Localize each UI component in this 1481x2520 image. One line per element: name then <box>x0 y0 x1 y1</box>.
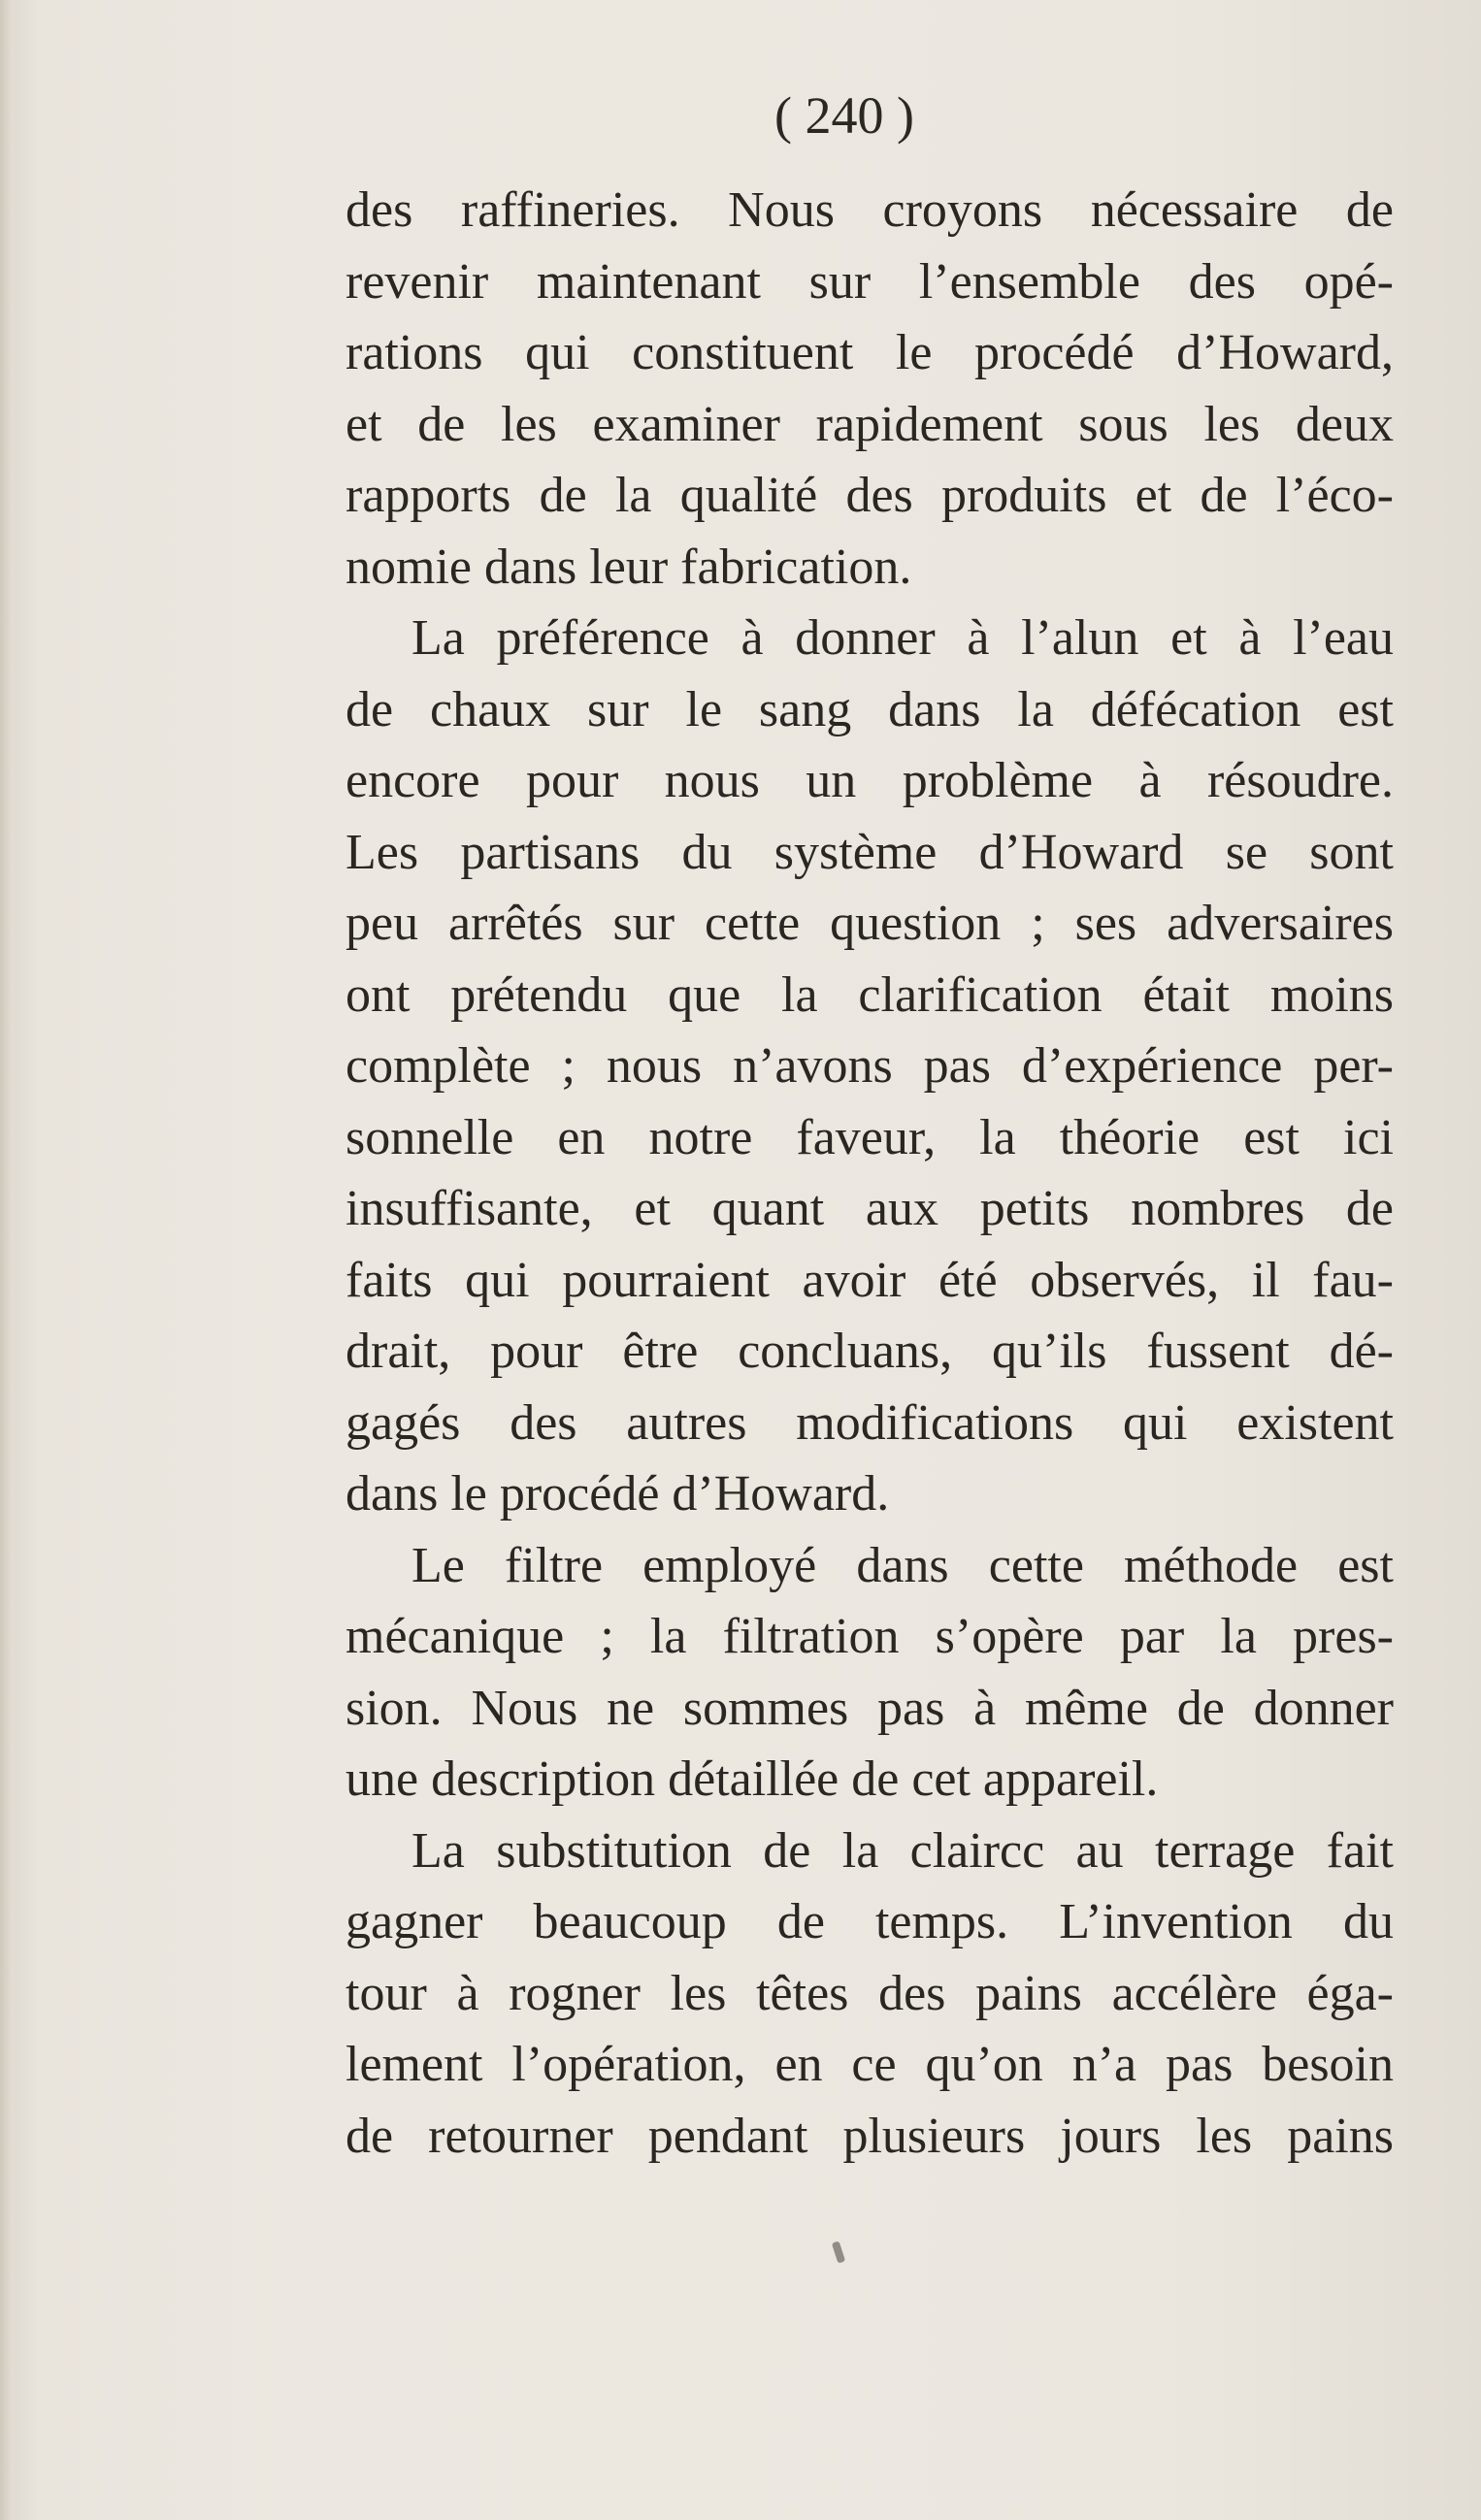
paragraph-1 <box>346 175 1394 603</box>
text-line: encore pour nous un problème à résoudre. <box>346 753 1394 808</box>
text-line: de retourner pendant plusieurs jours les pains <box>346 2108 1394 2164</box>
text-line: tour à rogner les têtes des pains accélère éga- <box>346 1965 1394 2021</box>
text-line: sion. Nous ne sommes pas à même de donner <box>346 1680 1394 1736</box>
text-line: Le filtre employé dans cette méthode est <box>411 1537 1394 1593</box>
text-line: nomie dans leur fabrication. <box>346 539 912 595</box>
page-number: ( 240 ) <box>774 86 914 145</box>
text-line: peu arrêtés sur cette question ; ses adversaires <box>346 896 1394 951</box>
text-line: revenir maintenant sur l’ensemble des opé- <box>346 253 1394 310</box>
text-line: de chaux sur le sang dans la défécation est <box>346 681 1394 737</box>
text-line: une description détaillée de cet appareil. <box>346 1751 1159 1807</box>
text-line: rapports de la qualité des produits et de l’éco- <box>346 468 1394 523</box>
paragraph-4 <box>346 1816 1394 2173</box>
text-line: ont prétendu que la clarification était moins <box>346 966 1394 1023</box>
body-text <box>346 175 1394 2172</box>
text-line: Les partisans du système d’Howard se sont <box>346 824 1394 880</box>
page-binding-edge <box>0 0 14 2520</box>
text-line: gagner beaucoup de temps. L’invention du <box>346 1894 1394 1949</box>
paragraph-3 <box>346 1530 1394 1816</box>
text-line: La préférence à donner à l’alun et à l’eau <box>411 610 1394 666</box>
text-line: faits qui pourraient avoir été observés, il fau- <box>346 1252 1394 1308</box>
text-line: lement l’opération, en ce qu’on n’a pas besoin <box>346 2037 1394 2092</box>
text-line: rations qui constituent le procédé d’Howard, <box>346 325 1394 380</box>
text-line: sonnelle en notre faveur, la théorie est ici <box>346 1109 1394 1165</box>
text-line: des raffineries. Nous croyons nécessaire de <box>346 182 1394 238</box>
text-line: mécanique ; la filtration s’opère par la pres- <box>346 1609 1394 1664</box>
text-line: La substitution de la claircc au terrage fait <box>411 1822 1394 1879</box>
text-line: dans le procédé d’Howard. <box>346 1466 890 1522</box>
text-line: insuffisante, et quant aux petits nombres de <box>346 1181 1394 1236</box>
text-line: complète ; nous n’avons pas d’expérience per- <box>346 1038 1394 1094</box>
text-line: gagés des autres modifications qui existent <box>346 1394 1394 1451</box>
paragraph-2 <box>346 603 1394 1530</box>
text-line: drait, pour être concluans, qu’ils fussent dé- <box>346 1324 1394 1379</box>
text-line: et de les examiner rapidement sous les deux <box>346 396 1394 452</box>
ink-mark <box>832 2241 845 2263</box>
